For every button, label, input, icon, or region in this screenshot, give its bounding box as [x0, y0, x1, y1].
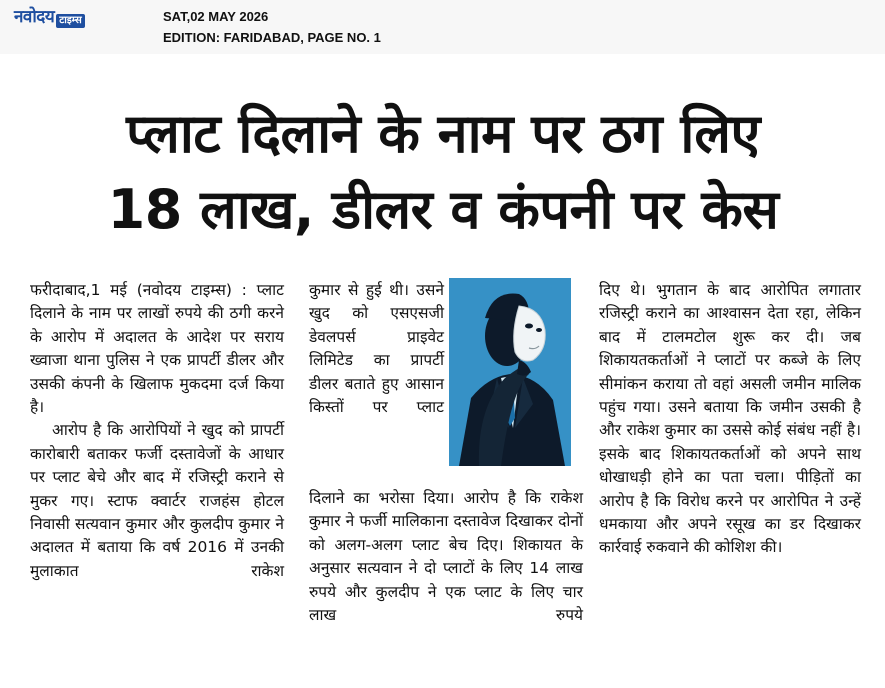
article-headline	[18, 96, 868, 248]
newspaper-logo	[14, 6, 85, 28]
edition-info: EDITION: FARIDABAD, PAGE NO. 1	[163, 30, 381, 45]
masthead-bar	[0, 0, 885, 54]
issue-date: SAT,02 MAY 2026	[163, 9, 269, 24]
article-column-3	[599, 279, 861, 560]
article-column-2-top	[309, 279, 444, 419]
paragraph-col2-top: कुमार से हुई थी। उसने खुद को एसएसजी डेवलपर्स प्राइवेट लिमिटेड का प्रापर्टी डीलर बताते हुए आसान किस्तों पर प्लाट	[309, 281, 444, 417]
paragraph-1: फरीदाबाद,1 मई (नवोदय टाइम्स) : प्लाट दिलाने के नाम पर लाखों रुपये की ठगी करने के आरोप में अदालत के आदेश पर सराय ख्वाजा थाना पुलिस ने एक प्रापर्टी डीलर और उसकी कंपनी के खिलाफ मुकदमा दर्ज किया है।	[30, 281, 284, 417]
article-column-1	[30, 279, 284, 583]
article-column-2-bottom	[309, 487, 583, 627]
logo-sub-text: टाइम्स	[56, 14, 85, 28]
paragraph-col3: दिए थे। भुगतान के बाद आरोपित लगातार रजिस्ट्री कराने का आश्वासन देता रहा, लेकिन बाद में टालमटोल शुरू कर दी। जब शिकायतकर्ताओं ने प्लाटों पर कब्जे के लिए सीमांकन कराया तो वहां असली जमीन मालिक पहुंच गया। उसने बताया कि जमीन उसकी है और राकेश कुमार का उससे कोई संबंध नहीं है। इसके बाद शिकायतकर्ताओं को अपने साथ धोखाधड़ी होने का पता चला। पीड़ितों का आरोप है कि विरोध करने पर आरोपित ने उन्हें धमकाया और अपने रसूख का डर दिखाकर कार्रवाई रुकवाने की कोशिश की।	[599, 281, 861, 557]
paragraph-col2-bottom: दिलाने का भरोसा दिया। आरोप है कि राकेश कुमार ने फर्जी मालिकाना दस्तावेज दिखाकर दोनों को अलग-अलग प्लाट बेच दिए। शिकायत के अनुसार सत्यवान ने दो प्लाटों के लिए 14 लाख रुपये और कुलदीप ने एक प्लाट के लिए चार लाख रुपये	[309, 489, 583, 625]
headline-line-2: 18 लाख, डीलर व कंपनी पर केस	[107, 178, 779, 241]
logo-main-text: नवोदय	[14, 7, 55, 27]
masked-businessman-icon	[449, 278, 571, 466]
headline-line-1: प्लाट दिलाने के नाम पर ठग लिए	[126, 102, 760, 165]
paragraph-2: आरोप है कि आरोपियों ने खुद को प्रापर्टी कारोबारी बताकर फर्जी दस्तावेजों के आधार पर प्लाट बेचे और बाद में रजिस्ट्री कराने से मुकर गए। स्टाफ क्वार्टर राजहंस होटल निवासी सत्यवान कुमार और कुलदीप कुमार ने अदालत में बताया कि वर्ष 2016 में उनकी मुलाकात राकेश	[30, 421, 284, 580]
